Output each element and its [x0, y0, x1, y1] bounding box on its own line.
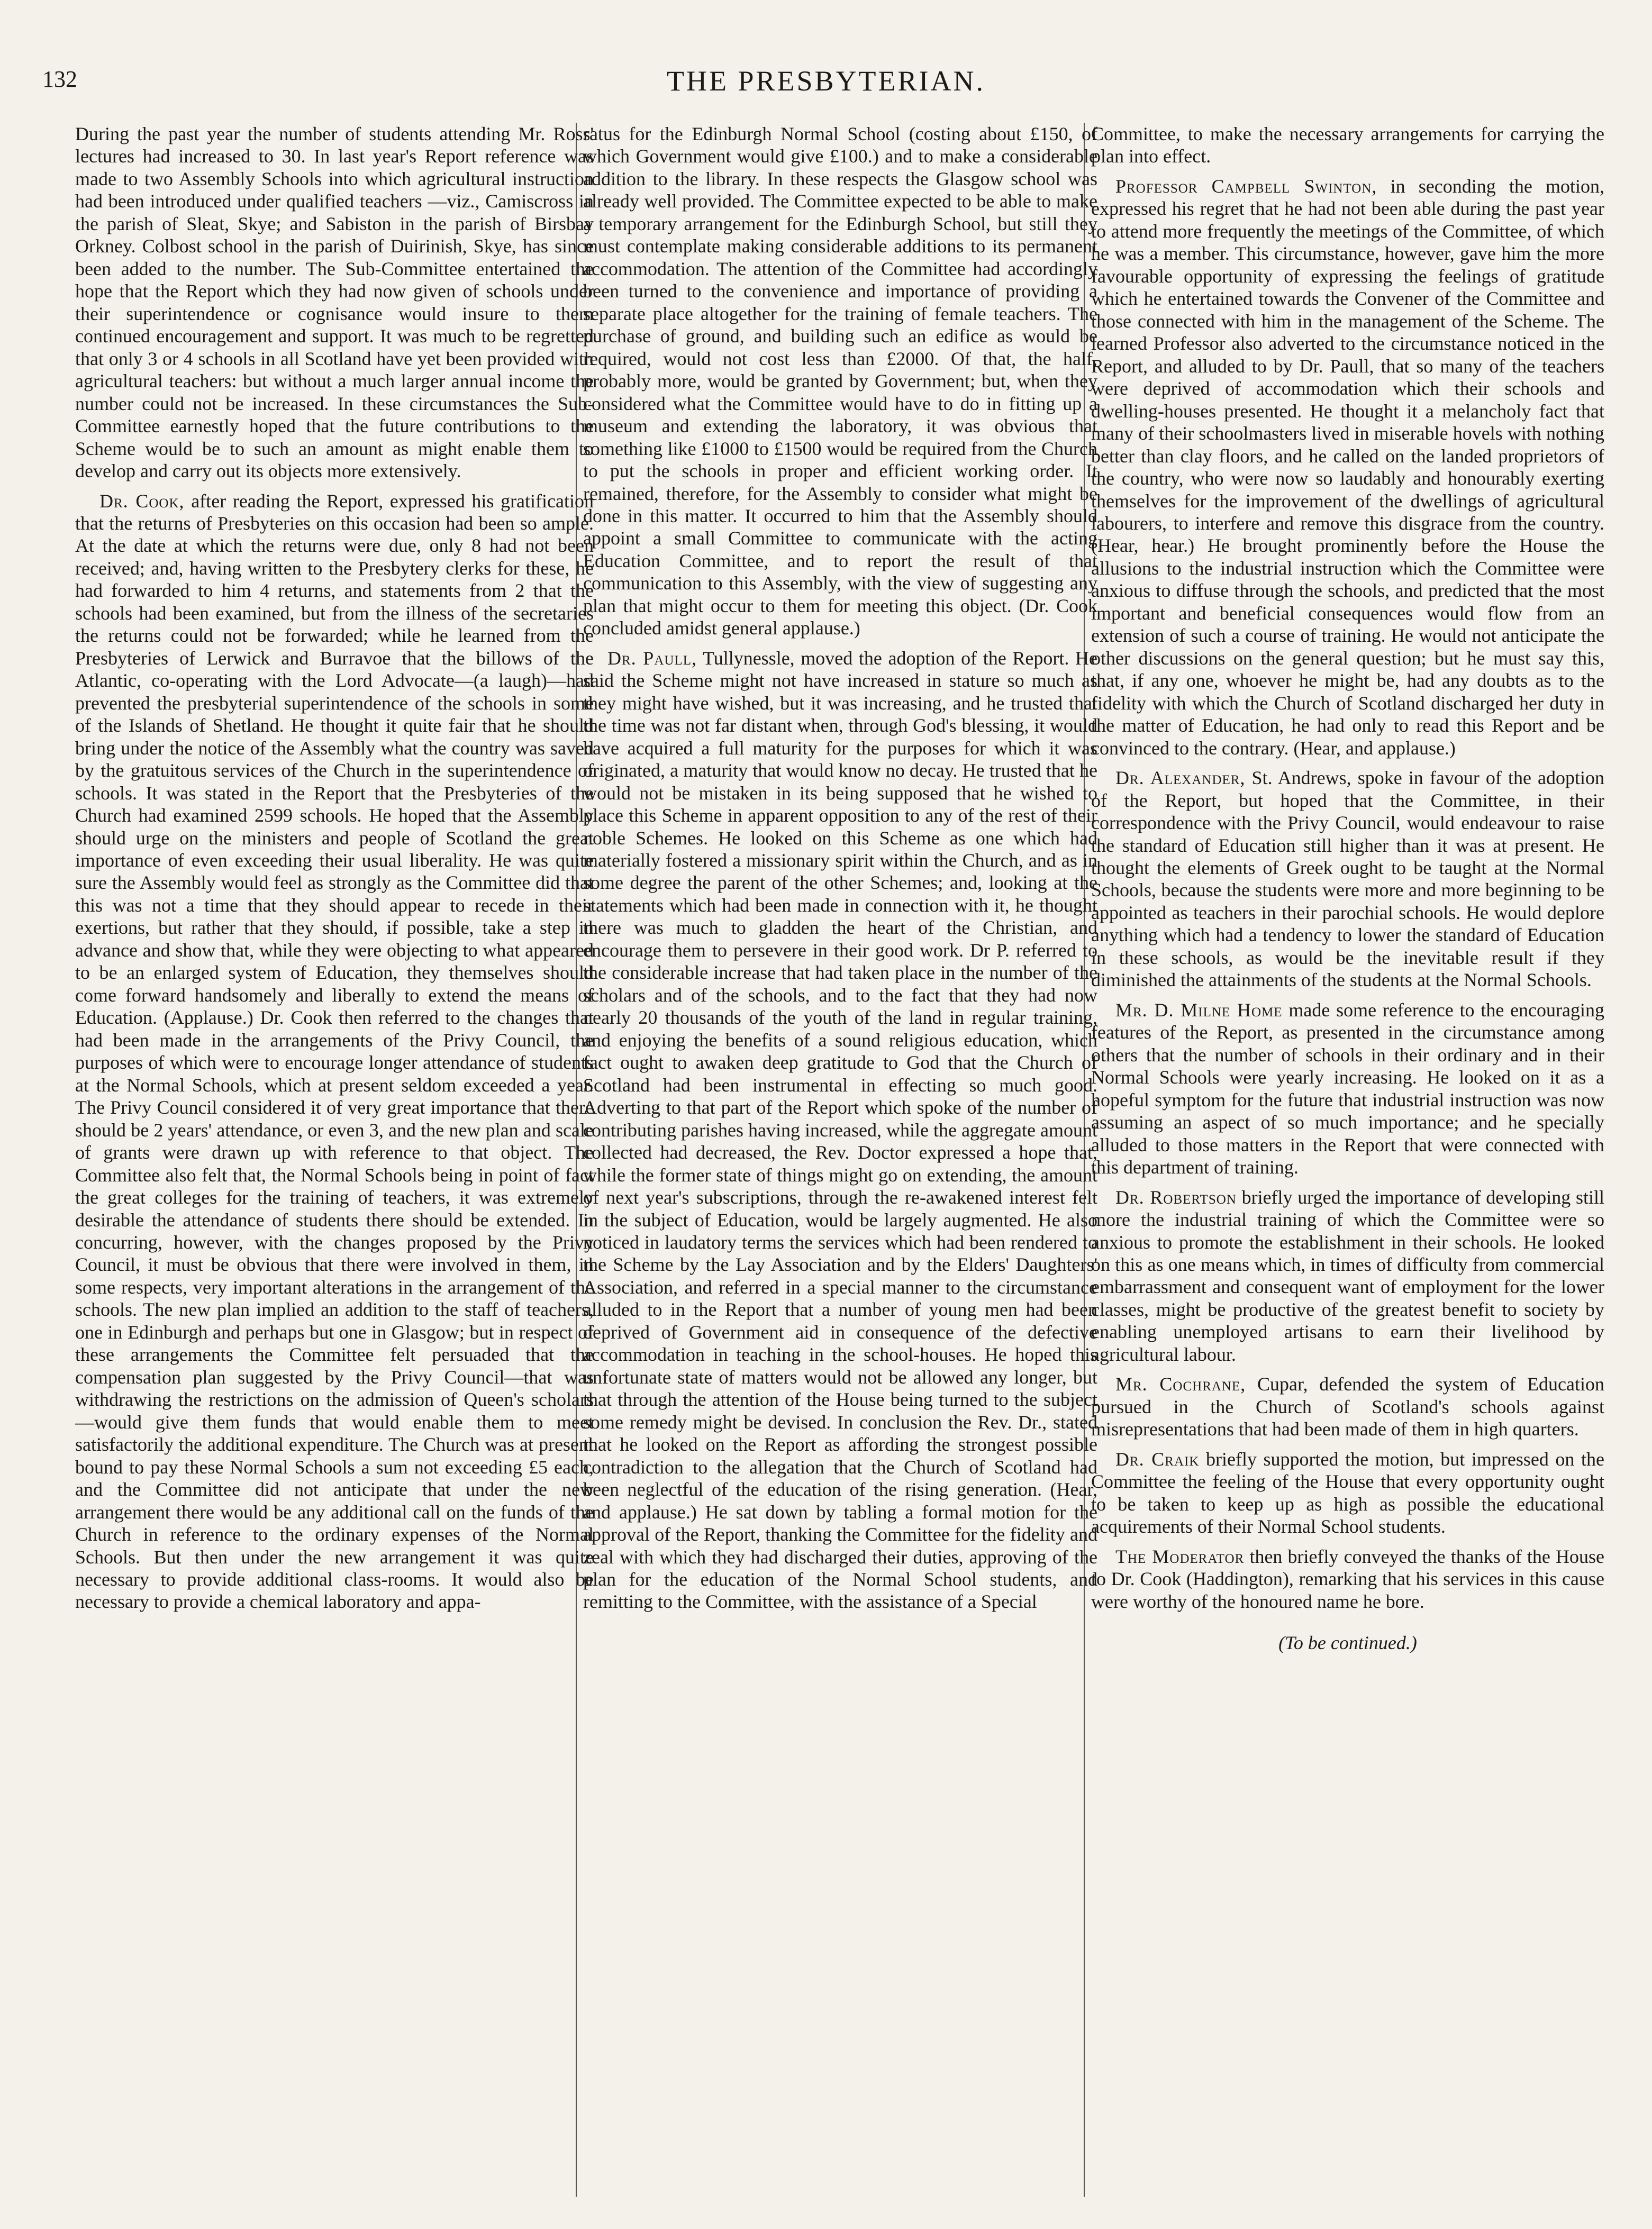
paragraph — [1091, 1373, 1604, 1440]
paragraph-text: briefly supported the motion, but impressed on the Committee the feeling of the House that every opportunity ought to be taken to keep up as high as possible the educational acquirements of their Normal School students. — [1091, 1448, 1604, 1537]
paragraph: ratus for the Edinburgh Normal School (costing about £150, of which Government would give £100.) and to make a considerable addition to the library. In these respects the Glasgow school was already well provided. The Committee expected to be able to make a temporary arrangement for the Edinburgh School, but still they must contemplate making considerable additions to its permanent accommodation. The attention of the Committee had accordingly been turned to the convenience and importance of providing a separate place altogether for the training of female teachers. The purchase of ground, and building such an edifice as would be required, would not cost less than £2000. Of that, the half, probably more, would be granted by Government; but, when they considered what the Committee would have to do in fitting up a museum and extending the laboratory, it was obvious that something like £1000 to £1500 would be required from the Church to put the schools in proper and efficient working order. It remained, therefore, for the Assembly to consider what might be done in this matter. It occurred to him that the Assembly should appoint a small Committee to communicate with the acting Education Committee, and to report the result of that communication to this Assembly, with the view of suggesting any plan that might occur to them for meeting this object. (Dr. Cook concluded amidst general applause.) — [583, 123, 1097, 639]
paragraph-text: then briefly conveyed the thanks of the House to Dr. Cook (Haddington), remarking that his services in this cause were worthy of the honoured name he bore. — [1091, 1545, 1604, 1612]
paragraph-text: briefly urged the importance of developing still more the industrial training of which the Committee were so anxious to promote the establishment in their schools. He looked on this as one means which, in times of difficulty from commercial embarrassment and consequent want of employment for the lower classes, might be productive of the greatest benefit to society by enabling unemployed artisans to earn their livelihood by agricultural labour. — [1091, 1186, 1604, 1365]
paragraph-text: Tullynessle, moved the adoption of the Report. He said the Scheme might not have increased in stature so much as they might have wished, but it was increasing, and he trusted that the time was not far distant when, through God's blessing, it would have acquired a full maturity for the purposes for which it was originated, a maturity that would know no decay. He trusted that he would not be mistaken in its being supposed that he wished to place this Scheme in apparent opposition to any of the rest of their noble Schemes. He looked on this Scheme as one which had materially fostered a missionary spirit within the Church, and as in some degree the parent of the other Schemes; and, looking at the statements which had been made in connection with it, he thought there was much to gladden the heart of the Christian, and encourage them to persevere in their good work. Dr P. referred to the considerable increase that had taken place in the number of the scholars and of the schools, and to the fact that they had now nearly 20 thousands of the youth of the land in regular training, and enjoying the benefits of a sound religious education, which fact ought to awaken deep gratitude to God that the Church of Scotland had been instrumental in effecting so much good. Adverting to that part of the Report which spoke of the number of contributing parishes having increased, while the aggregate amount collected had decreased, the Rev. Doctor expressed a hope that, while the former state of things might go on extending, the amount of next year's subscriptions, through the re-awakened interest felt in the subject of Education, would be largely augmented. He also noticed in laudatory terms the services which had been rendered to the Scheme by the Lay Association and by the Elders' Daughters' Association, and referred in a special manner to the circumstance alluded to in the Report that a number of young men had been deprived of Government aid in consequence of the defective accommodation in teaching in the school-houses. He hoped this unfortunate state of matters would not be allowed any longer, but that through the attention of the House being turned to the subject some remedy might be devised. In conclusion the Rev. Dr., stated that he looked on the Report as affording the strongest possible contradiction to the allegation that the Church of Scotland had been neglectful of the education of the rising generation. (Hear, and applause.) He sat down by tabling a formal motion for the approval of the Report, thanking the Committee for the fidelity and zeal with which they had discharged their duties, approving of the plan for the education of the Normal School students, and remitting to the Committee, with the assistance of a Special — [583, 647, 1097, 1613]
speaker-name: Dr. Robertson — [1115, 1186, 1237, 1208]
paragraph — [583, 647, 1097, 1613]
speaker-name: Dr. Cook, — [99, 490, 185, 512]
paragraph-text: Cupar, defended the system of Education pursued in the Church of Scotland's schools against misrepresentations that had been made of them in high quarters. — [1091, 1373, 1604, 1440]
paragraph-text: in seconding the motion, expressed his regret that he had not been able during the past year to attend more frequently the meetings of the Committee, of which he was a member. This circumstance, however, gave him the more favourable opportunity of expressing the feelings of gratitude which he entertained towards the Convener of the Committee and those connected with him in the management of the Scheme. The learned Professor also adverted to the circumstance noticed in the Report, and alluded to by Dr. Paull, that so many of the teachers were deprived of accommodation which their schools and dwelling-houses presented. He thought it a melancholy fact that many of their schoolmasters lived in miserable hovels with nothing better than clay floors, and he called on the landed proprietors of the country, who were now so laudably and honourably exerting themselves for the improvement of the dwellings of agricultural labourers, to interfere and remove this disgrace from the country. (Hear, hear.) He brought prominently before the House the allusions to the industrial instruction which the Committee were anxious to diffuse through the schools, and predicted that the most important and beneficial consequences would flow from an extension of such a course of training. He would not anticipate the other discussions on the general question; but he must say this, that, if any one, whoever he might be, had any doubts as to the fidelity with which the Church of Scotland discharged her duty in the matter of Education, he had only to read this Report and be convinced to the contrary. (Hear, and applause.) — [1091, 175, 1604, 759]
text-column-right — [1091, 123, 1604, 2202]
paragraph: During the past year the number of students attending Mr. Ross' lectures had increased to 30. In last year's Report reference was made to two Assembly Schools into which agricultural instruction had been introduced under qualified teachers —viz., Camiscross in the parish of Sleat, Skye; and Sabiston in the parish of Birsbay Orkney. Colbost school in the parish of Duirinish, Skye, has since been added to the number. The Sub-Committee entertained the hope that the Report which they had now given of schools under their superintendence or cognisance would insure to them continued encouragement and support. It was much to be regretted that only 3 or 4 schools in all Scotland have yet been provided with agricultural teachers: but without a much larger annual income the number could not be increased. In these circumstances the Sub-Committee earnestly hoped that the future contributions to the Scheme would be to such an amount as might enable them to develop and carry out its objects more extensively. — [75, 123, 594, 482]
paragraph — [1091, 1448, 1604, 1538]
paragraph — [75, 490, 594, 1613]
running-title: THE PRESBYTERIAN. — [666, 65, 985, 97]
speaker-name: The Moderator — [1115, 1545, 1245, 1567]
paragraph-text: made some reference to the encouraging features of the Report, as presented in the circumstance among others that the number of schools in their ordinary and in their Normal Schools were yearly increasing. He looked on it as a hopeful symptom for the future that industrial instruction was now assuming an aspect of so much importance; and he specially alluded to those matters in the Report that were connected with this department of training. — [1091, 999, 1604, 1178]
speaker-name: Dr. Craik — [1115, 1448, 1200, 1470]
speaker-name: Professor Campbell Swinton, — [1115, 175, 1377, 197]
paragraph — [1091, 175, 1604, 759]
page-number: 132 — [42, 66, 77, 92]
paragraph — [1091, 767, 1604, 991]
speaker-name: Dr. Alexander, — [1115, 767, 1246, 789]
paragraph — [1091, 1545, 1604, 1613]
paragraph — [1091, 1186, 1604, 1366]
paragraph-text: after reading the Report, expressed his gratification that the returns of Presbyteries on this occasion had been so ample. At the date at which the returns were due, only 8 had not been received; and, having written to the Presbytery clerks for these, he had forwarded to him 4 returns, and statements from 2 that the schools had been examined, but from the illness of the secretaries the returns could not be forwarded; while he learned from the Presbyteries of Lerwick and Burravoe that the billows of the Atlantic, co-operating with the Lord Advocate—(a laugh)—had prevented the presbyterial superintendence of the schools in some of the Islands of Shetland. He thought it quite fair that he should bring under the notice of the Assembly what the country was saved by the gratuitous services of the Church in the superintendence of schools. It was stated in the Report that the Presbyteries of the Church had examined 2599 schools. He hoped that the Assembly should urge on the ministers and people of Scotland the great importance of even exceeding their usual liberality. He was quite sure the Assembly would feel as strongly as the Committee did that this was not a time that they should appear to recede in their exertions, but rather that they should, if possible, take a step in advance and show that, while they were objecting to what appeared to be an enlarged system of Education, they themselves should come forward handsomely and liberally to extend the means of Education. (Applause.) Dr. Cook then referred to the changes that had been made in the arrangements of the Privy Council, the purposes of which were to encourage longer attendance of students at the Normal Schools, which at present seldom exceeded a year. The Privy Council considered it of very great importance that there should be 2 years' attendance, or even 3, and the new plan and scale of grants were drawn up with reference to that object. The Committee also felt that, the Normal Schools being in point of fact the great colleges for the training of teachers, it was extremely desirable the attendance of students there should be extended. In concurring, however, with the changes proposed by the Privy Council, it must be obvious that there were involved in them, in some respects, very important alterations in the arrangement of the schools. The new plan implied an addition to the staff of teachers, one in Edinburgh and perhaps but one in Glasgow; but in respect of these arrangements the Committee felt persuaded that the compensation plan suggested by the Privy Council—that was withdrawing the restrictions on the admission of Queen's scholars—would give them funds that would enable them to meet satisfactorily the additional expenditure. The Church was at present bound to pay these Normal Schools a sum not exceeding £5 each, and the Committee did not anticipate that under the new arrangement there would be any additional call on the funds of the Church in reference to the ordinary expenses of the Normal Schools. But then under the new arrangement it was quite necessary to provide additional class-rooms. It would also be necessary to provide a chemical laboratory and appa- — [75, 490, 594, 1613]
text-column-left — [75, 123, 594, 2202]
paragraph-text: St. Andrews, spoke in favour of the adoption of the Report, but hoped that the Committee, in their correspondence with the Privy Council, would endeavour to raise the standard of Education still higher than it was at present. He thought the elements of Greek ought to be taught at the Normal Schools, because the students were more and more beginning to be appointed as teachers in their parochial schools. He would deplore anything which had a tendency to lower the standard of Education in these schools, as would be the inevitable result if they diminished the attainments of the students at the Normal Schools. — [1091, 767, 1604, 991]
paragraph: Committee, to make the necessary arrangements for carrying the plan into effect. — [1091, 123, 1604, 167]
text-column-middle — [583, 123, 1097, 2202]
speaker-name: Mr. Cochrane, — [1115, 1373, 1246, 1395]
speaker-name: Mr. D. Milne Home — [1115, 999, 1283, 1021]
continued-note: (To be continued.) — [1278, 1632, 1417, 1653]
speaker-name: Dr. Paull, — [607, 647, 697, 669]
paragraph — [1091, 999, 1604, 1179]
